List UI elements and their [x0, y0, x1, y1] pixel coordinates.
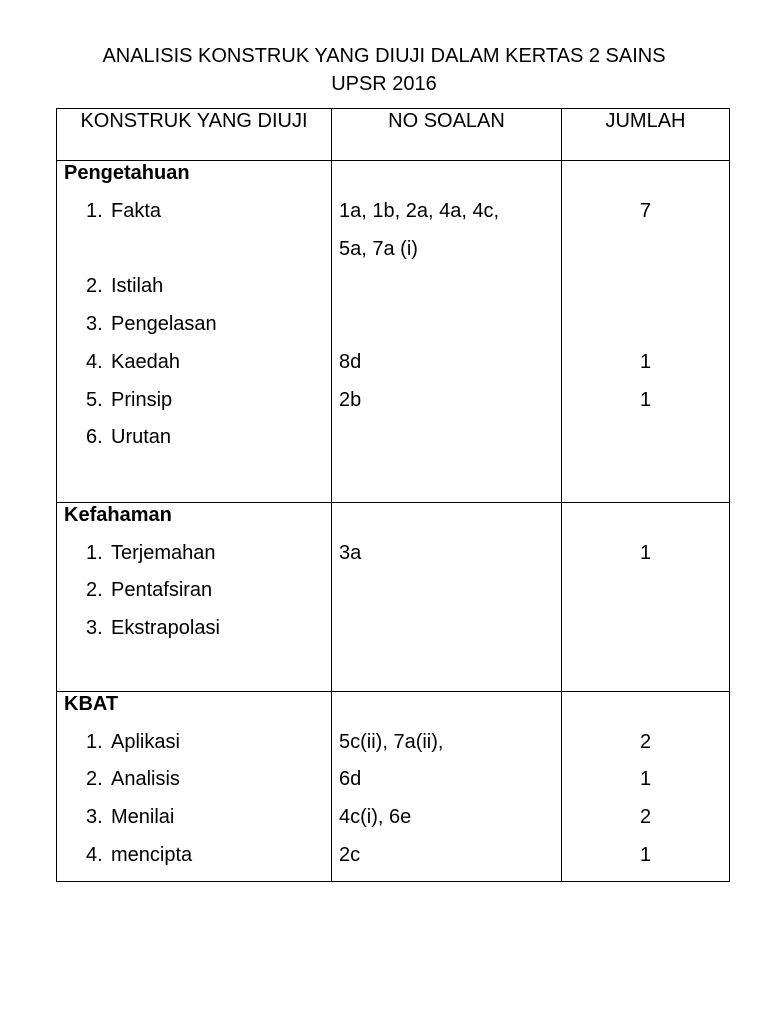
section-row-kefahaman	[57, 503, 730, 692]
jumlah-value: 1	[639, 389, 652, 411]
list-item: 1. Fakta	[86, 200, 162, 222]
header-konstruk: KONSTRUK YANG DIUJI	[57, 109, 332, 161]
soalan-cell	[332, 692, 562, 882]
page-title	[40, 42, 728, 98]
soalan-value: 4c(i), 6e	[339, 806, 412, 828]
list-item: 3. Pengelasan	[86, 313, 217, 335]
list-item: 4. mencipta	[86, 844, 193, 866]
soalan-cell	[332, 503, 562, 692]
soalan-value: 8d	[339, 351, 362, 373]
jumlah-value: 7	[639, 200, 652, 222]
jumlah-value: 1	[639, 844, 652, 866]
soalan-value: 1a, 1b, 2a, 4a, 4c,	[339, 200, 500, 222]
jumlah-value: 2	[639, 731, 652, 753]
jumlah-value: 2	[639, 806, 652, 828]
section-title: Kefahaman	[64, 504, 172, 526]
list-item: 2. Pentafsiran	[86, 579, 213, 601]
section-title: KBAT	[64, 693, 119, 715]
header-no-soalan: NO SOALAN	[332, 109, 562, 161]
title-line-1: ANALISIS KONSTRUK YANG DIUJI DALAM KERTAS 2 SAINS	[102, 45, 666, 67]
section-row-pengetahuan	[57, 161, 730, 503]
list-item: 2. Analisis	[86, 768, 180, 790]
jumlah-value: 1	[639, 542, 652, 564]
jumlah-value: 1	[639, 351, 652, 373]
konstruk-cell	[57, 503, 332, 692]
jumlah-cell	[562, 161, 730, 503]
soalan-value: 2b	[339, 389, 362, 411]
jumlah-cell	[562, 692, 730, 882]
list-item: 4. Kaedah	[86, 351, 180, 373]
list-item: 3. Menilai	[86, 806, 175, 828]
konstruk-cell	[57, 161, 332, 503]
list-item: 1. Aplikasi	[86, 731, 180, 753]
soalan-cell	[332, 161, 562, 503]
construct-analysis-table	[56, 108, 730, 882]
soalan-value: 6d	[339, 768, 362, 790]
list-item: 1. Terjemahan	[86, 542, 216, 564]
list-item: 2. Istilah	[86, 275, 164, 297]
section-title: Pengetahuan	[64, 162, 190, 184]
title-line-2: UPSR 2016	[331, 73, 437, 95]
section-row-kbat	[57, 692, 730, 882]
list-item: 5. Prinsip	[86, 389, 173, 411]
konstruk-cell	[57, 692, 332, 882]
jumlah-value: 1	[639, 768, 652, 790]
list-item: 3. Ekstrapolasi	[86, 617, 220, 639]
soalan-value: 3a	[339, 542, 362, 564]
header-jumlah: JUMLAH	[562, 109, 730, 161]
table-header-row	[57, 109, 730, 161]
soalan-value: 5a, 7a (i)	[339, 238, 418, 260]
soalan-value: 2c	[339, 844, 361, 866]
jumlah-cell	[562, 503, 730, 692]
list-item: 6. Urutan	[86, 426, 172, 448]
soalan-value: 5c(ii), 7a(ii),	[339, 731, 444, 753]
